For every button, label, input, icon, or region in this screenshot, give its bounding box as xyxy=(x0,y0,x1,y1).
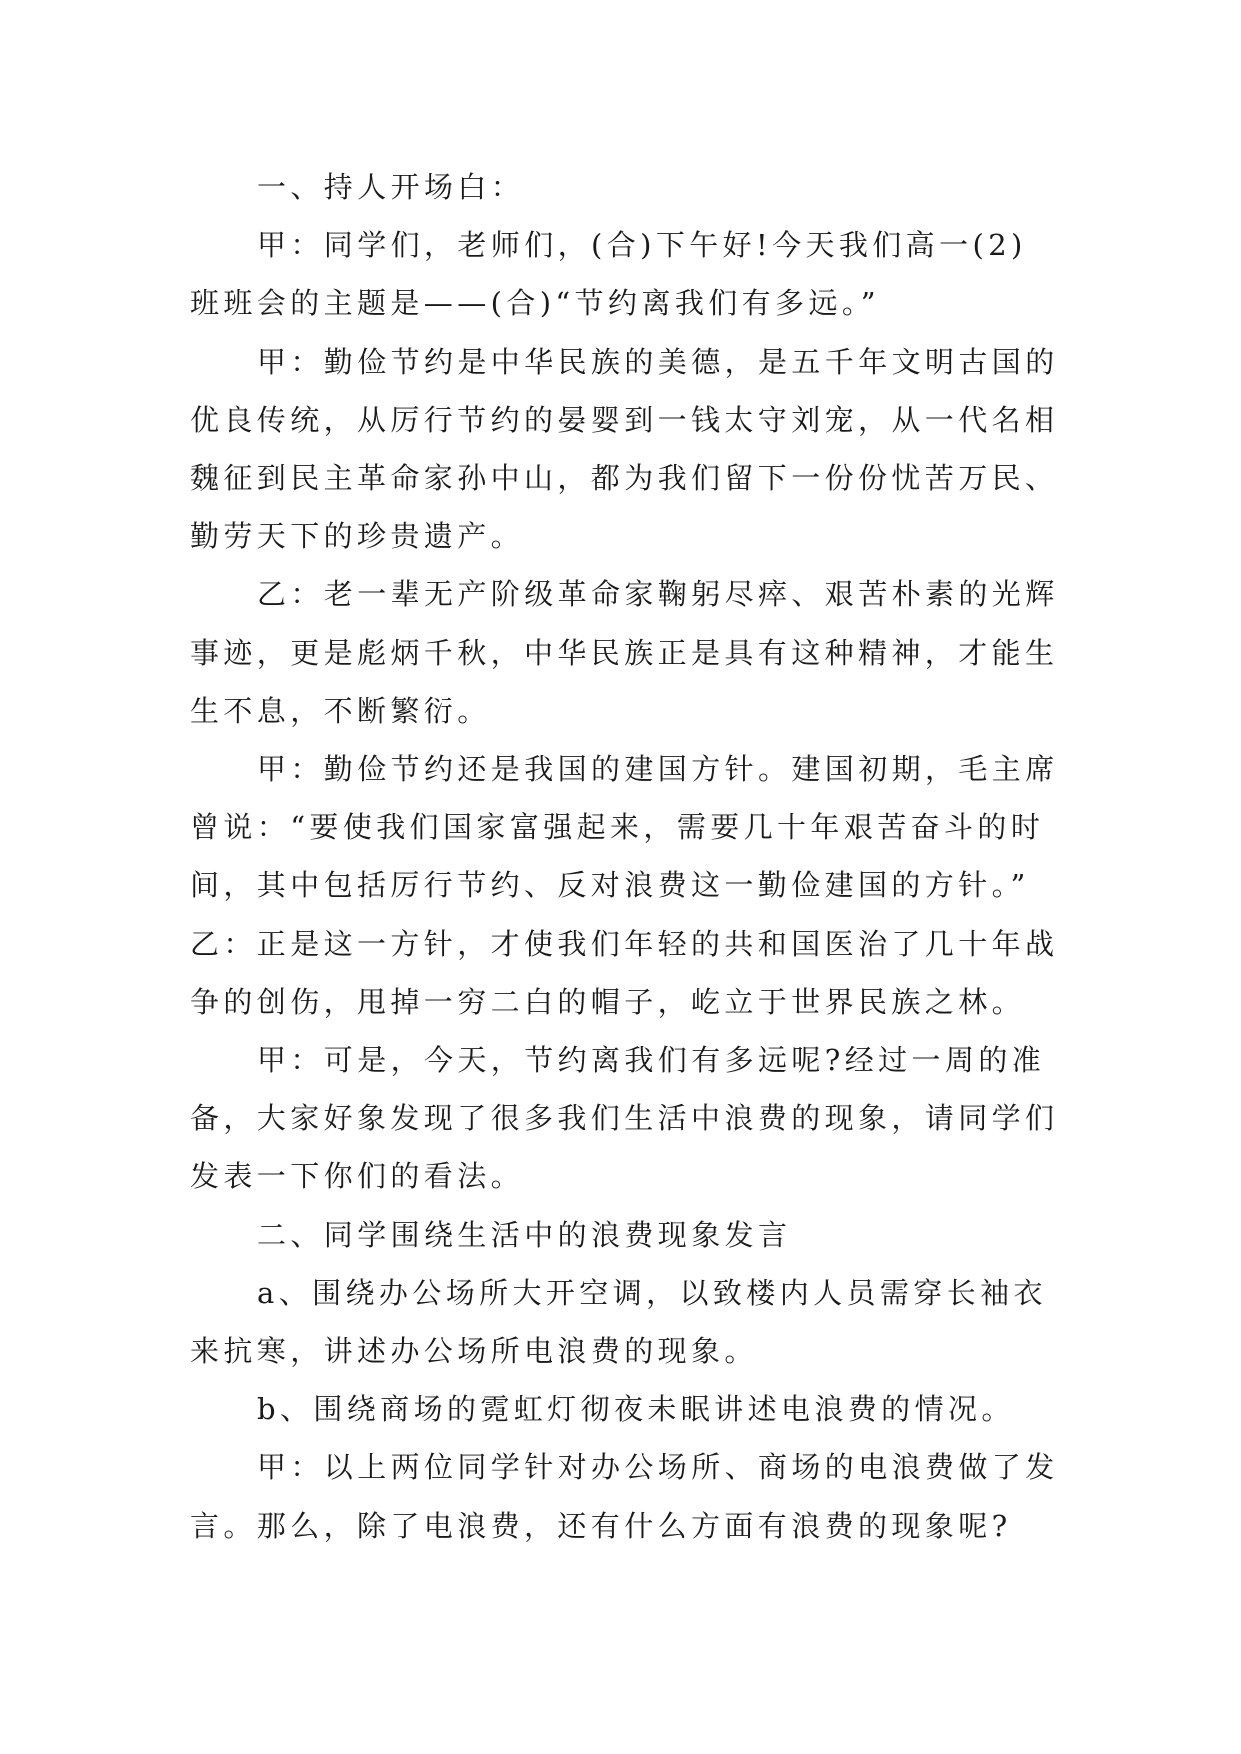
list-item-a: a、围绕办公场所大开空调，以致楼内人员需穿长袖衣来抗寒，讲述办公场所电浪费的现象。 xyxy=(190,1275,1047,1369)
section-heading-waste: 二、同学围绕生活中的浪费现象发言 xyxy=(257,1217,792,1252)
paragraph-policy: 甲：勤俭节约还是我国的建国方针。建国初期，毛主席曾说：“要使我们国家富强起来，需要几十年艰苦奋斗的时间，其中包括厉行节约、反对浪费这一勤俭建国的方针。” xyxy=(190,752,1059,903)
paragraph-republic: 乙：正是这一方针，才使我们年轻的共和国医治了几十年战争的创伤，甩掉一穷二白的帽子，屹立于世界民族之林。 xyxy=(190,926,1059,1019)
paragraph-summary: 甲：以上两位同学针对办公场所、商场的电浪费做了发言。那么，除了电浪费，还有什么方面有浪费的现象呢? xyxy=(190,1450,1059,1543)
paragraph-virtue: 甲：勤俭节约是中华民族的美德，是五千年文明古国的优良传统，从厉行节约的晏婴到一钱太守刘宠，从一代名相魏征到民主革命家孙中山，都为我们留下一份份忧苦万民、勤劳天下的珍贵遗产。 xyxy=(190,344,1059,554)
paragraph-revolutionaries: 乙：老一辈无产阶级革命家鞠躬尽瘁、艰苦朴素的光辉事迹，更是彪炳千秋，中华民族正是具有这种精神，才能生生不息，不断繁衍。 xyxy=(190,577,1059,728)
section-heading-opening: 一、持人开场白： xyxy=(257,170,525,204)
document-body xyxy=(190,158,1060,1555)
paragraph-greeting: 甲：同学们，老师们，(合)下午好!今天我们高一(2)班班会的主题是——(合)“节约离我们有多远。” xyxy=(190,228,1027,321)
paragraph-today: 甲：可是，今天，节约离我们有多远呢?经过一周的准备，大家好象发现了很多我们生活中浪费的现象，请同学们发表一下你们的看法。 xyxy=(190,1043,1059,1194)
list-item-b: b、围绕商场的霓虹灯彻夜未眠讲述电浪费的情况。 xyxy=(257,1392,1015,1427)
